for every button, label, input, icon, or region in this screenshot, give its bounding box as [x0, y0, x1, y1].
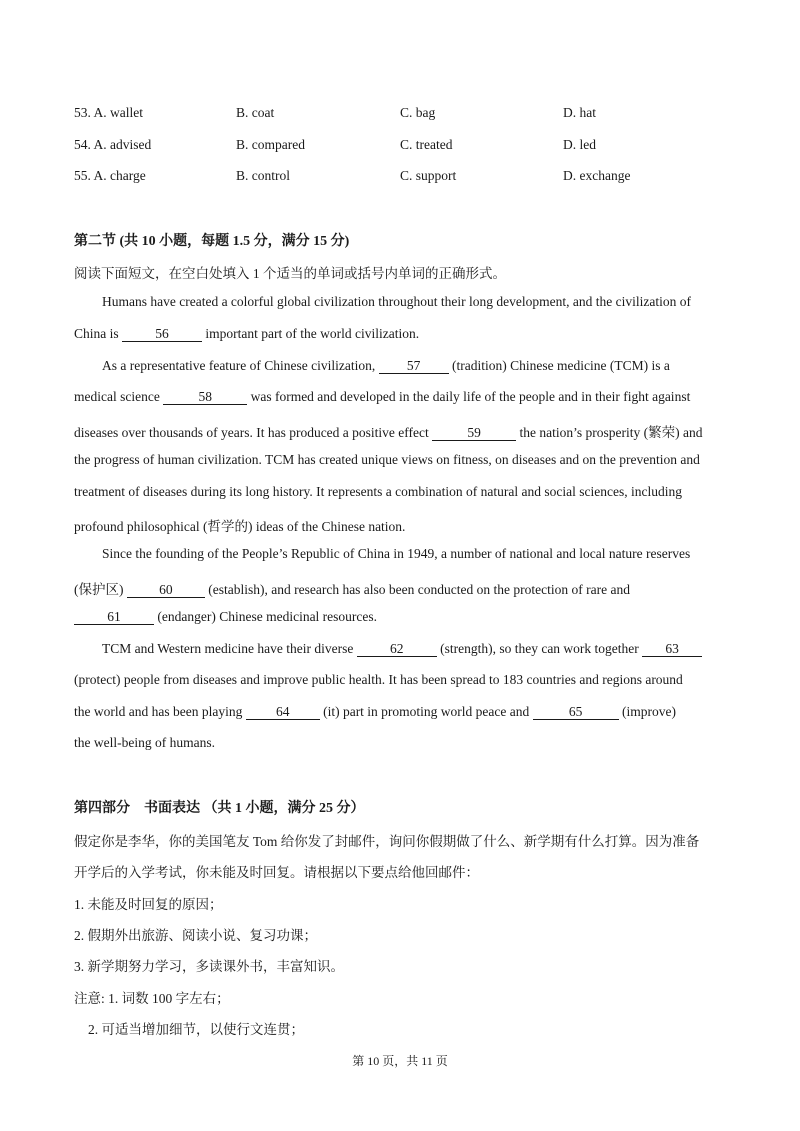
passage-line: diseases over thousands of years. It has produced a positive effect 59 the nation’s prosperity (繁荣) and — [74, 425, 703, 440]
passage-line: the well-being of humans. — [74, 735, 215, 750]
option-a: 54. A. advised — [74, 137, 152, 152]
blank-64[interactable]: 64 — [246, 705, 320, 720]
writing-point-3: 3. 新学期努力学习，多读课外书，丰富知识。 — [74, 959, 344, 974]
blank-62[interactable]: 62 — [357, 642, 437, 657]
writing-prompt-line: 开学后的入学考试，你未能及时回复。请根据以下要点给他回邮件： — [74, 865, 479, 880]
writing-note-1: 注意: 1. 词数 100 字左右； — [74, 991, 230, 1006]
blank-65[interactable]: 65 — [533, 705, 619, 720]
passage-line: TCM and Western medicine have their diverse 62 (strength), so they can work together 63 — [102, 641, 702, 657]
option-a: 55. A. charge — [74, 168, 146, 183]
option-d: D. hat — [563, 105, 596, 120]
option-a: 53. A. wallet — [74, 105, 143, 120]
option-b: B. control — [236, 168, 290, 183]
blank-56[interactable]: 56 — [122, 327, 202, 342]
option-b: B. compared — [236, 137, 305, 152]
option-d: D. led — [563, 137, 596, 152]
option-row-54 — [74, 137, 754, 157]
option-row-55 — [74, 168, 754, 188]
section4-heading: 第四部分 书面表达 （共 1 小题，满分 25 分） — [74, 801, 365, 816]
blank-57[interactable]: 57 — [379, 359, 449, 374]
section2-heading: 第二节 (共 10 小题，每题 1.5 分，满分 15 分) — [74, 234, 350, 249]
option-c: C. bag — [400, 105, 436, 120]
passage-line: (保护区) 60 (establish), and research has also been conducted on the protection of rare and — [74, 582, 630, 597]
option-c: C. treated — [400, 137, 453, 152]
writing-prompt-line: 假定你是李华，你的美国笔友 Tom 给你发了封邮件，询问你假期做了什么、新学期有什么打算。因为准备 — [74, 834, 700, 849]
writing-point-1: 1. 未能及时回复的原因； — [74, 897, 223, 912]
passage-line: (protect) people from diseases and improve public health. It has been spread to 183 countries and regions around — [74, 672, 683, 687]
section2-instruction: 阅读下面短文，在空白处填入 1 个适当的单词或括号内单词的正确形式。 — [74, 266, 506, 281]
passage-line: treatment of diseases during its long history. It represents a combination of natural and social sciences, including — [74, 484, 682, 499]
passage-line: As a representative feature of Chinese civilization, 57 (tradition) Chinese medicine (TCM) is a — [102, 358, 670, 373]
passage-line: the progress of human civilization. TCM has created unique views on fitness, on diseases and on the prevention and — [74, 452, 700, 467]
passage-line: 61 (endanger) Chinese medicinal resources. — [74, 609, 377, 625]
page-footer: 第 10 页，共 11 页 — [352, 1054, 448, 1068]
option-b: B. coat — [236, 105, 275, 120]
blank-59[interactable]: 59 — [432, 426, 516, 441]
passage-line: the world and has been playing 64 (it) part in promoting world peace and 65 (improve) — [74, 704, 676, 719]
writing-note-2: 2. 可适当增加细节，以使行文连贯； — [88, 1022, 304, 1037]
blank-60[interactable]: 60 — [127, 583, 205, 598]
passage-line: China is 56 important part of the world civilization. — [74, 326, 420, 341]
blank-58[interactable]: 58 — [163, 390, 247, 405]
passage-line: profound philosophical (哲学的) ideas of the Chinese nation. — [74, 519, 406, 534]
blank-61[interactable]: 61 — [74, 610, 154, 625]
option-row-53 — [74, 105, 754, 125]
passage-line: Since the founding of the People’s Republic of China in 1949, a number of national and local nature reserves — [102, 546, 691, 561]
passage-line: medical science 58 was formed and developed in the daily life of the people and in their fight against — [74, 389, 691, 404]
writing-point-2: 2. 假期外出旅游、阅读小说、复习功课； — [74, 928, 317, 943]
option-d: D. exchange — [563, 168, 631, 183]
blank-63[interactable]: 63 — [642, 642, 702, 657]
passage-line: Humans have created a colorful global civilization throughout their long development, and the civilization of — [102, 294, 691, 309]
option-c: C. support — [400, 168, 457, 183]
